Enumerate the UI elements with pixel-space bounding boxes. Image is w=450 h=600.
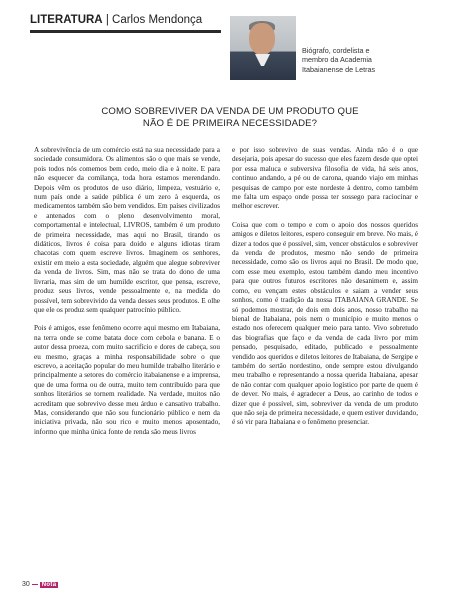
page-number: 30 [22,581,30,588]
author-photo [230,16,296,80]
paragraph: A sobrevivência de um comércio está na sua necessidade para a sociedade consumidora. Os alimentos são o que mais se vende, pois todos nós comemos bem cedo, meio dia e à noite. E para não esquecer da comilança, toda hora estamos merendando. Depois vêm os produtos de uso diário, limpeza, vestuário e, num país onde a saúde pública é um zero à esquerda, os medicamentos também são bem vendidos. Em países civilizados e antenados com o pleno desenvolvimento moral, comportamental e intelectual, LIVROS, também é um produto de primeira necessidade, mas aqui no Brasil, tirando os didáticos, livros é coisa para doido e alguns idiotas tiram chacotas com quem escreve livros. Imaginem os senhores, existir em meio a esta sociedade, alguém que alegue sobreviver da venda de livros. Sim, mas não se trata do dono de uma livraria, mas sim de um humilde escritor, que pensa, escreve, produz seus livros, vende pessoalmente e, na medida do possível, tem sobrevivido da venda desses seus produtos. E olhe que ele os produz sem qualquer patrocínio público. [34,146,220,314]
article-column-right [232,146,418,437]
bio-line: membro da Academia [302,55,372,65]
bio-line: Biógrafo, cordelista e [302,46,370,55]
title-line: NÃO É DE PRIMEIRA NECESSIDADE? [142,118,318,129]
header-separator: | [105,14,109,26]
photo-face [249,23,275,55]
photo-collar [255,54,270,66]
paragraph: Pois é amigos, esse fenômeno ocorre aqui mesmo em Itabaiana, na terra onde se come batata doce com cebola e banana. E o autor dessa proeza, com muito sacrifício e dores de cabeça, sou eu mesmo, graças a minha responsabilidade sobre o que escrevo, a aceitação popular do meu humilde trabalho literário e principalmente a setores do comércio itabaianense e a imprensa, que de uma forma ou de outra, muito tem contribuído para que sonhos literários se tornem realidade. Na verdade, muitos não acreditam que sobrevivo desse meu árduo e cansativo trabalho. Mas, considerando que não sou funcionário público e nem da iniciativa privada, não sou rico e muito menos aposentado, informo que minha única fonte de renda são meus livros [34,324,220,436]
paragraph: Coisa que com o tempo e com o apoio dos nossos queridos amigos e diletos leitores, espero conseguir em breve. No mais, é dizer a todos que é possível, sim, vencer obstáculos e sobreviver da venda de produtos, mesmo não sendo de primeira necessidade, como são os livros aqui no Brasil. De modo que, com esse meu exemplo, estou também dando meu incentivo para que outros futuros escritores não desanimem e, assim como, eu vençam estes obstáculos e saiam a vender seus sonhos, como é tradição da nossa ITABAIANA GRANDE. Se só podemos mostrar, de dois em dois anos, nosso trabalho na bienal de Itabaiana, pois nem o município e muito menos o estado nos oferecem qualquer meio para tanto. Vivo sobretudo das biografias que faço e da venda de cada livro por mim pensado, pesquisado, editado, publicado e pessoalmente vendido aos queridos e diletos leitores de Itabaiana, de Sergipe e também do sertão nordestino, onde sempre estou divulgando meu trabalho e representando a nossa querida Itabaiana, apesar de não contar com qualquer apoio logístico por parte de quem é de dever. No mais, é agradecer a Deus, ao carinho de todos e dizer que é possível, sim, sobreviver da venda de um produto que não seja de primeira necessidade, e quem estiver duvidando, é só vir para Itabaiana e o fenômeno presenciar. [232,220,418,427]
title-line: COMO SOBREVIVER DA VENDA DE UM PRODUTO QUE [101,106,359,117]
footer-line [32,584,38,585]
magazine-badge: Nota [41,581,57,588]
author-name: Carlos Mendonça [112,14,203,26]
page-footer [22,581,58,588]
author-bio [302,46,432,74]
article-column-left [34,146,220,446]
header-rule [30,30,221,33]
section-header [30,14,220,26]
paragraph: e por isso sobrevivo de suas vendas. Ainda não é o que desejaria, pois apesar do sucesso que eles fazem desde que optei por essa maluca e subversiva filosofia de vida, há seis anos, continuo andando, a pé ou de carona, quando viajo em minhas pesquisas de campo por este nordeste à dentro, como também me falta um espaço onde possa ter sossego para raciocinar e melhor escrever. [232,146,418,211]
bio-line: Itabaianense de Letras [302,64,376,74]
section-name: LITERATURA [30,14,103,26]
article-title [80,106,380,130]
